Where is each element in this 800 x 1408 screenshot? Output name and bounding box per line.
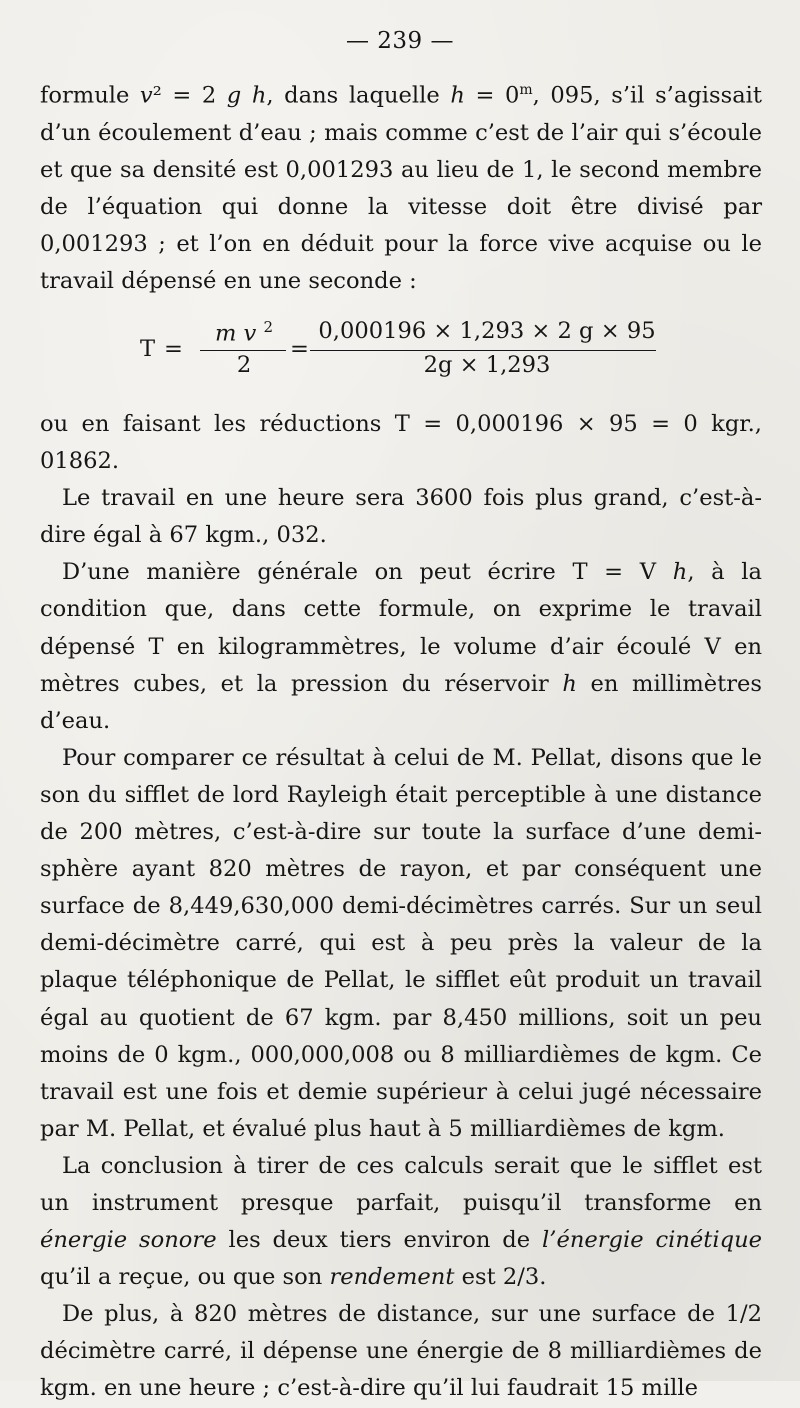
text-block-top [40, 72, 762, 300]
fraction-bar [310, 350, 656, 351]
paragraph: formule v² = 2 g h, dans laquelle $h = 0^m$, 095, s’il s’agissait d’un écoulement d’eau ; mais comme c’est de l’air qui s’écoule et que sa densité est 0,001293 au lieu de 1, le second membre de l’équation qui donne la vitesse doit être divisé par 0,001293 ; et l’on en déduit pour la force vive acquise ou le travail dépensé en une seconde : [40, 82, 762, 294]
equation-lhs: T [140, 336, 156, 362]
paragraph: D’une manière générale on peut écrire T = V h, à la condition que, dans cette formule, on exprime le travail dépensé T en kilogrammètres, le volume d’air écoulé V en mètres cubes, et la pression du réservoir h en millimètres d’eau. [40, 559, 763, 734]
exponent: 2 [263, 318, 274, 336]
paragraph: La conclusion à tirer de ces calculs serait que le sifflet est un instrument presque parfait, puisqu’il transforme en énergie sonore les deux tiers environ de l’énergie cinétique qu’il a reçue, ou que son rendement est 2/3. [40, 1152, 762, 1291]
fraction-numerator-text: m v [214, 320, 257, 347]
page-number: — 239 — [345, 28, 455, 54]
paragraph: ou en faisant les réductions T = 0,000196 × 95 = 0 kgr., 01862. [40, 411, 762, 475]
text-block-bottom [40, 406, 762, 1408]
fraction-denominator: 2 [236, 352, 252, 378]
paragraph: Pour comparer ce résultat à celui de M. Pellat, disons que le son du sifflet de lord Rayleigh était perceptible à une distance de 200 mètres, c’est-à-dire sur toute la surface d’une demi-sphère ayant 820 mètres de rayon, et par conséquent une surface de 8,449,630,000 demi-décimètres carrés. Sur un seul demi-décimètre carré, qui est à peu près la valeur de la plaque téléphonique de Pellat, le sifflet eût produit un travail égal au quotient de 67 kgm. par 8,450 millions, soit un peu moins de 0 kgm., 000,000,008 ou 8 milliardièmes de kgm. Ce travail est une fois et demie supérieur à celui jugé nécessaire par M. Pellat, et évalué plus haut à 5 milliardièmes de kgm. [40, 744, 762, 1142]
paragraph: De plus, à 820 mètres de distance, sur une surface de 1/2 décimètre carré, il dépense une énergie de 8 milliardièmes de kgm. en une heure ; c’est-à-dire qu’il lui faudrait 15 mille [40, 1301, 762, 1402]
fraction-denominator: 2g × 1,293 [423, 352, 551, 378]
fraction-bar [200, 350, 286, 351]
fraction-numerator: 0,000196 × 1,293 × 2 g × 95 [318, 318, 656, 344]
paragraph: Le travail en une heure sera 3600 fois plus grand, c’est-à-dire égal à 67 kgm., 032. [40, 485, 762, 549]
equals-sign: = [290, 336, 309, 362]
fraction-numerator [204, 318, 284, 347]
equation-block [140, 318, 760, 388]
equals-sign: = [164, 336, 183, 362]
